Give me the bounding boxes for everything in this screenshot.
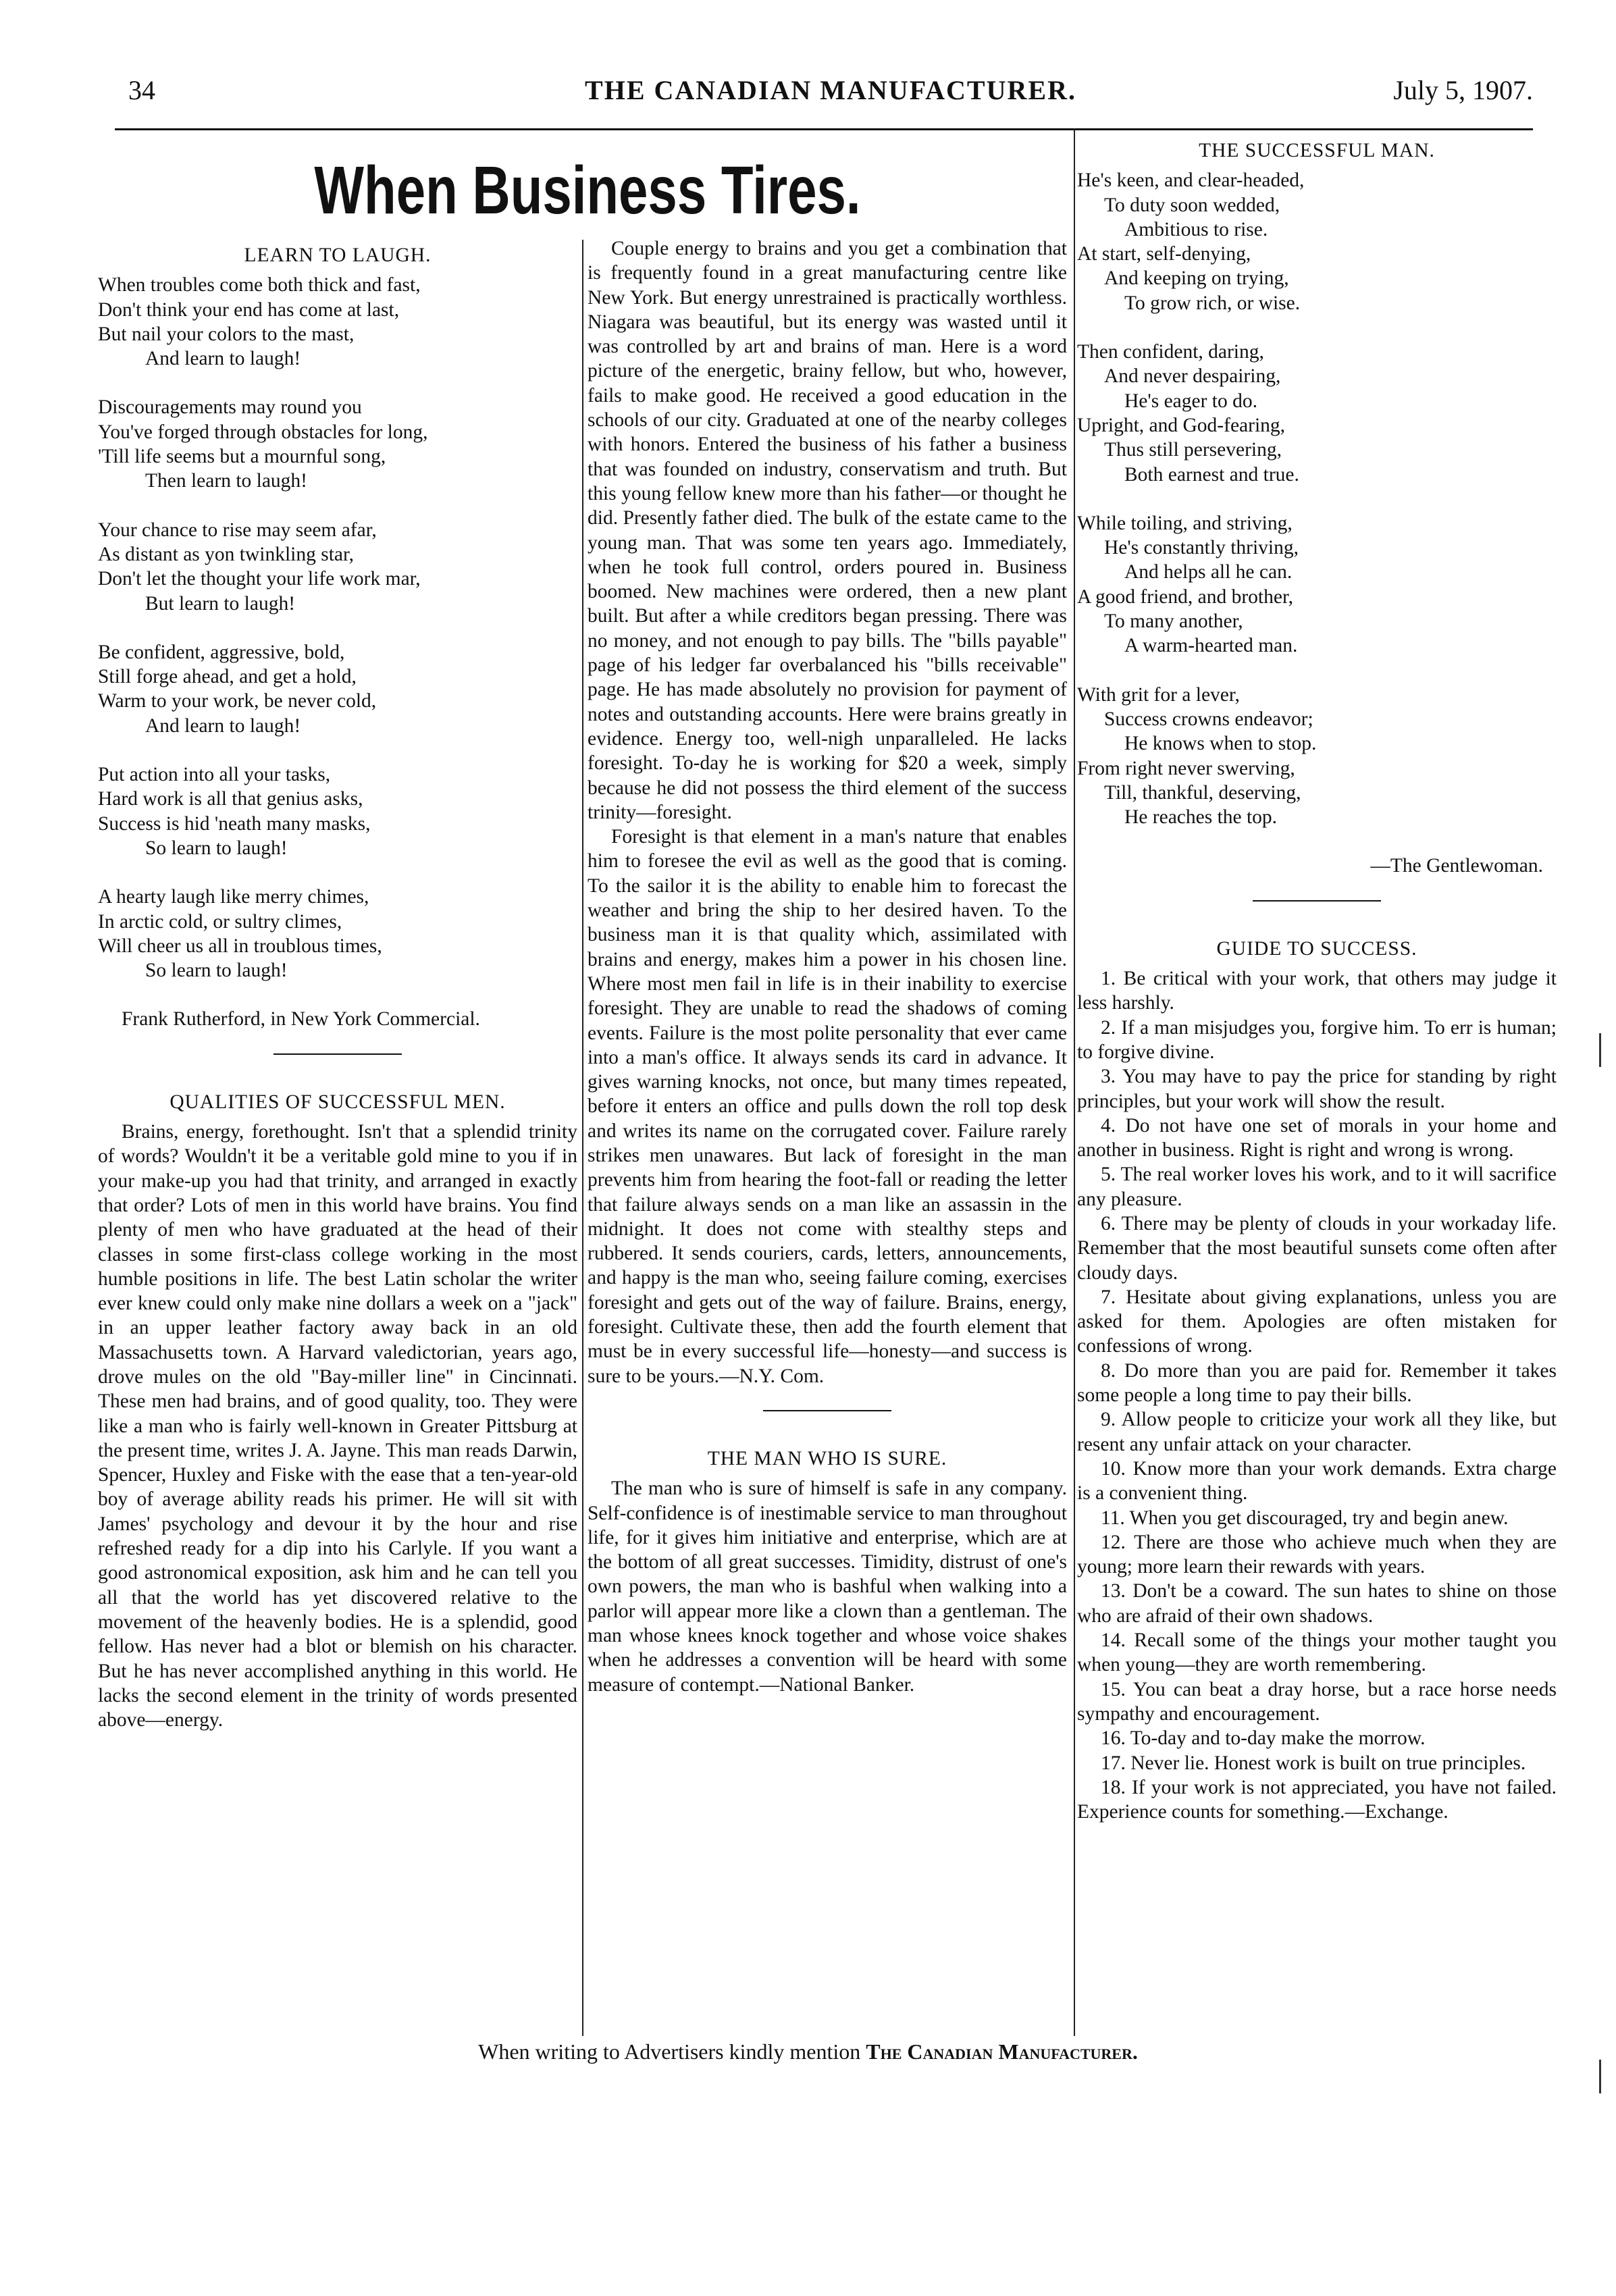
poem-line: Be confident, aggressive, bold, — [98, 641, 345, 663]
header-rule — [115, 128, 1533, 130]
poem-line: Will cheer us all in troublous times, — [98, 935, 382, 957]
guide-item: 17. Never lie. Honest work is built on true principles. — [1101, 1752, 1526, 1774]
poem-line: He's eager to do. — [1124, 390, 1257, 412]
poem-line: Your chance to rise may seem afar, — [98, 519, 377, 541]
poem-line: And learn to laugh! — [145, 348, 301, 370]
poem-line: Put action into all your tasks, — [98, 764, 331, 786]
poem-line: And helps all he can. — [1124, 561, 1293, 583]
guide-item: 1. Be critical with your work, that others may judge it less harshly. — [1077, 968, 1557, 1014]
guide-list — [1077, 966, 1557, 1824]
margin-mark — [1599, 2060, 1601, 2093]
section-rule — [763, 1410, 891, 1411]
poem-line: From right never swerving, — [1077, 757, 1295, 779]
guide-item: 6. There may be plenty of clouds in your workaday life. Remember that the most beautiful sunsets come often after cloudy days. — [1077, 1212, 1557, 1284]
poem-line: And learn to laugh! — [145, 714, 301, 737]
footer-publication: The Canadian Manufacturer. — [866, 2039, 1138, 2064]
guide-item: 7. Hesitate about giving explanations, unless you are asked for them. Apologies are often mistaken for confessions of wrong. — [1077, 1286, 1557, 1357]
poem-stanza — [98, 885, 577, 983]
qualities-paragraph: Foresight is that element in a man's nature that enables him to foresee the evil as well as the good that is coming. To the sailor it is the ability to enable him to forecast the weather and bring the ship to her desired haven. To the business man it is that quality which, assimilated with brains and energy, makes him a power in his chosen line. Where most men fail in life is in their inability to exercise foresight. They are unable to read the shadows of coming events. Failure is the most polite personality that ever came into a man's office. It always sends its card in advance. It gives warning knocks, not once, but many times repeated, before it enters an office and pulls down the roll top desk and writes its name on the corrugated cover. Failure rarely strikes men unawares. But lack of foresight in the man prevents him from hearing the foot-fall or reading the letter that failure always sends on a man like an assassin in the midnight. It does not come with stealthy steps and rubbered. It sends couriers, cards, letters, announcements, and happy is the man who, seeing failure coming, exercises foresight and gets out of the way of failure. Brains, energy, foresight. Cultivate these, then add the fourth element that must be in every successful life—honesty—and success is sure to be yours.—N.Y. Com. — [588, 826, 1067, 1387]
poem-line: He's constantly thriving, — [1104, 537, 1299, 559]
poem-line: He knows when to stop. — [1124, 733, 1317, 755]
section-rule — [273, 1053, 402, 1055]
poem-line: In arctic cold, or sultry climes, — [98, 910, 342, 933]
poem-learn-to-laugh — [98, 273, 577, 983]
section-heading-guide: GUIDE TO SUCCESS. — [1216, 937, 1417, 960]
guide-item: 8. Do more than you are paid for. Remember it takes some people a long time to pay their bills. — [1077, 1359, 1557, 1407]
poem-stanza — [98, 640, 577, 738]
poem-line: Thus still persevering, — [1104, 439, 1282, 461]
poem-line: At start, self-denying, — [1077, 243, 1251, 265]
column-divider — [582, 240, 583, 2036]
poem-stanza — [1077, 168, 1557, 315]
poem-line: While toiling, and striving, — [1077, 512, 1293, 534]
guide-item: 4. Do not have one set of morals in your home and another in business. Right is right and wrong is wrong. — [1077, 1114, 1557, 1162]
footer-note — [0, 2039, 1616, 2064]
guide-item: 3. You may have to pay the price for standing by right principles, but your work will show the result. — [1077, 1066, 1557, 1112]
section-heading-qualities: QUALITIES OF SUCCESSFUL MEN. — [170, 1091, 506, 1113]
poem-line: A good friend, and brother, — [1077, 585, 1293, 608]
poem-line: You've forged through obstacles for long, — [98, 421, 428, 443]
guide-item: 15. You can beat a dray horse, but a race horse needs sympathy and encouragement. — [1077, 1678, 1557, 1725]
section-rule — [1253, 900, 1381, 902]
poem-stanza — [1077, 511, 1557, 658]
poem-line: But learn to laugh! — [145, 592, 296, 615]
poem-line: A hearty laugh like merry chimes, — [98, 886, 369, 908]
poem-successful-man — [1077, 168, 1557, 829]
poem-line: Success crowns endeavor; — [1104, 708, 1313, 730]
footer-text: When writing to Advertisers kindly mention — [478, 2039, 866, 2064]
poem-line: Till, thankful, deserving, — [1104, 781, 1301, 804]
guide-item: 14. Recall some of the things your mother taught you when young—they are worth remembering. — [1077, 1629, 1557, 1676]
section-heading-man-who-is-sure: THE MAN WHO IS SURE. — [707, 1447, 947, 1469]
guide-item: 16. To-day and to-day make the morrow. — [1101, 1727, 1426, 1750]
poem-stanza — [98, 273, 577, 371]
section-heading-learn-to-laugh: LEARN TO LAUGH. — [244, 244, 432, 266]
poem-line: Discouragements may round you — [98, 396, 362, 419]
poem-line: Still forge ahead, and get a hold, — [98, 666, 357, 688]
poem-line: So learn to laugh! — [145, 960, 288, 982]
publication-title: THE CANADIAN MANUFACTURER. — [585, 75, 1076, 105]
poem-stanza — [1077, 683, 1557, 830]
poem-line: He's keen, and clear-headed, — [1077, 169, 1305, 192]
qualities-paragraph: Couple energy to brains and you get a combination that is frequently found in a great manufacturing centre like New York. But energy unrestrained is practically worthless. Niagara was beautiful, but its energy was wasted until it was controlled by art and brains of man. Here is a word picture of the energetic, brainy fellow, but who, however, fails to make good. He received a good education in the schools of our city. Graduated at one of the nearby colleges with honors. Entered the business of his father a business that was founded on industry, conservatism and truth. But this young fellow knew more than his father—or thought he did. Presently father died. The bulk of the estate came to the young man. That was some ten years ago. Immediately, when he took full control, orders poured in. Business boomed. New machines were ordered, then a new plant built. But after a while creditors began pressing. There was no money, and not enough to pay bills. The "bills payable" page of his ledger far overbalanced his "bills receivable" page. He has made absolutely no provision for payment of notes and outstanding accounts. Here were brains greatly in evidence. Energy too, well-nigh unparalleled. He lacks foresight. To-day he is working for $20 a week, simply because he did not possess the third element of the success trinity—foresight. — [588, 238, 1067, 823]
section-heading-successful-man: THE SUCCESSFUL MAN. — [1199, 140, 1435, 161]
guide-item: 18. If your work is not appreciated, you have not failed. Experience counts for something.—Exchange. — [1077, 1776, 1557, 1823]
guide-item: 5. The real worker loves his work, and to it will sacrifice any pleasure. — [1077, 1164, 1557, 1210]
guide-item: 13. Don't be a coward. The sun hates to shine on those who are afraid of their own shadows. — [1077, 1580, 1557, 1627]
poem-line: Upright, and God-fearing, — [1077, 414, 1286, 436]
poem-stanza — [98, 395, 577, 493]
guide-item: 12. There are those who achieve much when they are young; more learn their rewards with years. — [1077, 1531, 1557, 1578]
guide-item: 9. Allow people to criticize your work all they like, but resent any unfair attack on your character. — [1077, 1409, 1557, 1455]
guide-item: 10. Know more than your work demands. Extra charge is a convenient thing. — [1077, 1457, 1557, 1505]
column-3 — [1077, 138, 1557, 1824]
page-header — [128, 68, 1533, 115]
poem-line: So learn to laugh! — [145, 837, 288, 859]
poem-stanza — [98, 762, 577, 860]
poem-line: Then confident, daring, — [1077, 341, 1264, 363]
qualities-text-part-2 — [588, 236, 1067, 1388]
qualities-text-part-1 — [98, 1120, 577, 1732]
margin-mark — [1599, 1033, 1601, 1067]
poem-stanza — [1077, 340, 1557, 487]
column-1 — [98, 243, 577, 1732]
poem-line: 'Till life seems but a mournful song, — [98, 446, 386, 468]
poem-attribution: Frank Rutherford, in New York Commercial. — [122, 1008, 480, 1030]
man-who-is-sure-paragraph: The man who is sure of himself is safe in any company. Self-confidence is of inestimable service to man throughout life, for it gives him initiative and enterprise, which are at the bottom of all great successes. Timidity, distrust of one's own powers, the man who is bashful when walking into a parlor will appear more like a clown than a gentleman. The man whose knees knock together and whose voice shakes when he addresses a convention will be heard with some measure of contempt.—National Banker. — [588, 1478, 1067, 1696]
poem-line: Don't let the thought your life work mar, — [98, 568, 421, 590]
poem-attribution: —The Gentlewoman. — [1370, 855, 1543, 877]
poem-line: And keeping on trying, — [1104, 267, 1289, 290]
poem-line: As distant as yon twinkling star, — [98, 543, 355, 565]
qualities-paragraph: Brains, energy, forethought. Isn't that a splendid trinity of words? Wouldn't it be a veritable gold mine to you if in your make-up you had that trinity, and arranged in exactly that order? Lots of men in this world have brains. You find plenty of men who have graduated at the head of their classes in some first-class college working in the most humble positions in life. The best Latin scholar the writer ever knew could only make nine dollars a week on a "jack" in an upper leather factory away back in an old Massachusetts town. A Harvard valedictorian, years ago, drove mules on the old "Bay-miller line" in Cincinnati. These men had brains, and of good quality, too. They were like a man who is fairly well-known in Greater Pittsburg at the present time, writes J. A. Jayne. This man reads Darwin, Spencer, Huxley and Fiske with the ease that a ten-year-old boy of average ability reads his primer. He will sit with James' psychology and devour it by the hour and rise refreshed ready for a dip into his Carlyle. If you want a good astronomical exposition, ask him and he can tell you all that the world has yet discovered relative to the movement of the heavenly bodies. He is a splendid, good fellow. Has never had a blot or blemish on his character. But he has never accomplished anything in this world. He lacks the second element in the trinity of words presented above—energy. — [98, 1121, 577, 1731]
poem-line: To many another, — [1104, 610, 1243, 633]
guide-item: 11. When you get discouraged, try and begin anew. — [1101, 1507, 1509, 1529]
poem-line: Both earnest and true. — [1124, 463, 1299, 486]
poem-line: Don't think your end has come at last, — [98, 298, 400, 321]
poem-stanza — [98, 518, 577, 616]
poem-line: Ambitious to rise. — [1124, 218, 1268, 240]
poem-line: To duty soon wedded, — [1104, 194, 1280, 216]
poem-line: Warm to your work, be never cold, — [98, 690, 377, 712]
poem-line: Then learn to laugh! — [145, 470, 308, 492]
poem-line: With grit for a lever, — [1077, 683, 1240, 706]
poem-line: A warm-hearted man. — [1124, 635, 1298, 657]
poem-line: To grow rich, or wise. — [1124, 292, 1301, 314]
poem-line: He reaches the top. — [1124, 806, 1278, 829]
poem-line: Hard work is all that genius asks, — [98, 788, 363, 810]
article-title: When Business Tires. — [314, 153, 861, 228]
poem-line: Success is hid 'neath many masks, — [98, 812, 371, 835]
column-2 — [588, 236, 1067, 1697]
poem-line: When troubles come both thick and fast, — [98, 274, 421, 296]
page-number: 34 — [128, 75, 155, 105]
guide-item: 2. If a man misjudges you, forgive him. To err is human; to forgive divine. — [1077, 1016, 1557, 1063]
column-divider — [1074, 128, 1075, 2036]
poem-line: And never despairing, — [1104, 365, 1281, 388]
issue-date: July 5, 1907. — [1393, 75, 1533, 105]
poem-line: But nail your colors to the mast, — [98, 323, 355, 345]
